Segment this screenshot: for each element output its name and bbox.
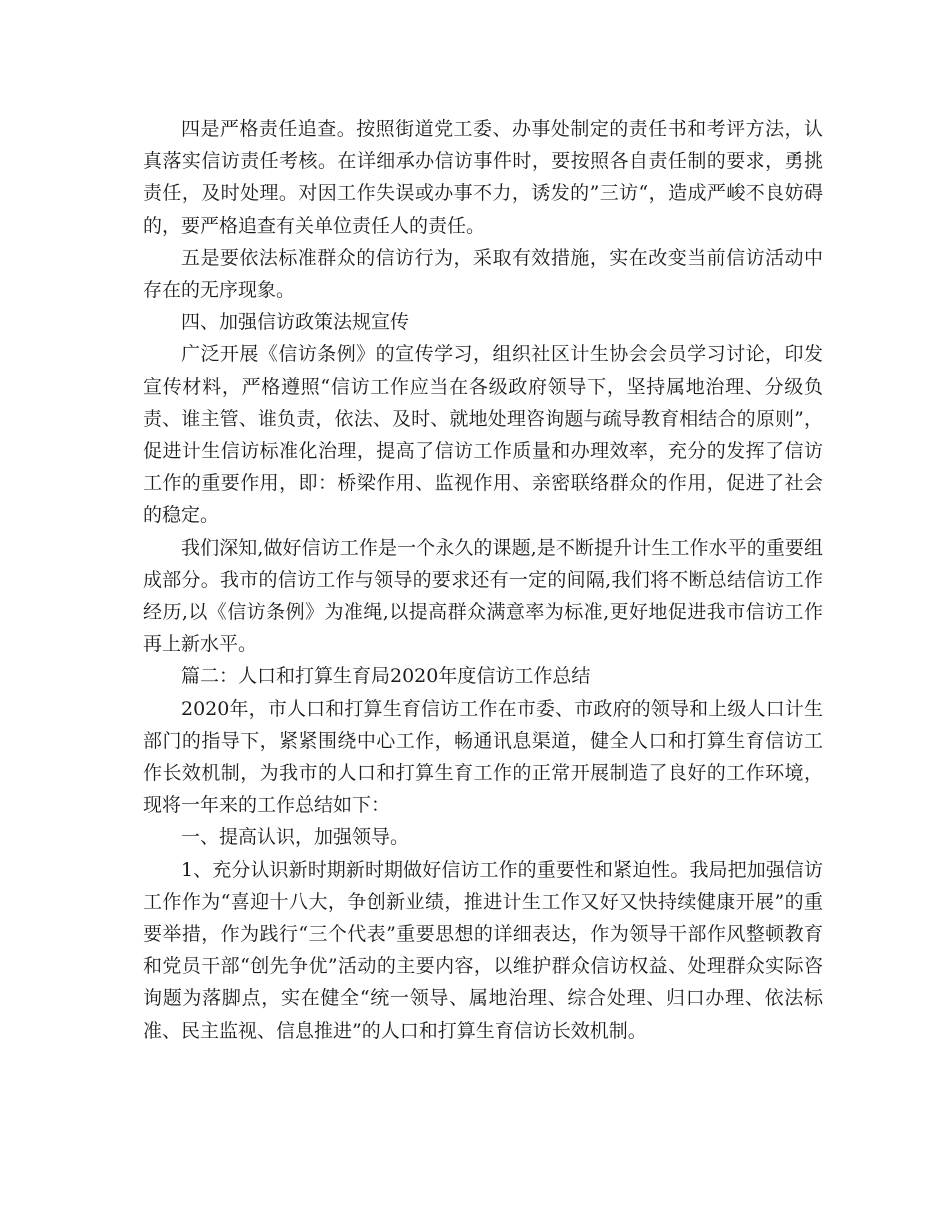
section-heading-leadership: 一、提高认识，加强领导。: [181, 826, 410, 849]
paragraph-standardize-petitions: 五是要依法标准群众的信访行为，采取有效措施，实在改变当前信访活动中存在的无序现象。: [143, 246, 823, 302]
paragraph-accountability: 四是严格责任追查。按照街道党工委、办事处制定的责任书和考评方法，认真落实信访责任考核。在详细承办信访事件时，要按照各自责任制的要求，勇挑责任，及时处理。对因工作失误或办事不力，诱发的”三访“，造成严峻不良妨碍的，要严格追查有关单位责任人的责任。: [143, 118, 823, 237]
paragraph-conclusion: 我们深知,做好信访工作是一个永久的课题,是不断提升计生工作水平的重要组成部分。我市的信访工作与领导的要求还有一定的间隔,我们将不断总结信访工作经历,以《信访条例》为准绳,以提高群众满意率为标准,更好地促进我市信访工作再上新水平。: [143, 536, 823, 656]
paragraph-overview-2020: 2020年，市人口和打算生育信访工作在市委、市政府的领导和上级人口计生部门的指导下，紧紧围绕中心工作，畅通讯息渠道，健全人口和打算生育信访工作长效机制，为我市的人口和打算生育工作的正常开展制造了良好的工作环境，现将一年来的工作总结如下：: [143, 697, 823, 817]
section-heading-publicity: 四、加强信访政策法规宣传: [181, 311, 410, 334]
paragraph-item-one: 1、充分认识新时期新时期做好信访工作的重要性和紧迫性。我局把加强信访工作作为“喜迎十八大，争创新业绩，推进计生工作又好又快持续健康开展”的重要举措，作为践行“三个代表”重要思想的详细表达，作为领导干部作风整顿教育和党员干部“创先争优”活动的主要内容，以维护群众信访权益、处理群众实际咨询题为落脚点，实在健全“统一领导、属地治理、综合处理、归口办理、依法标准、民主监视、信息推进”的人口和打算生育信访长效机制。: [143, 858, 823, 1042]
paragraph-publicity: 广泛开展《信访条例》的宣传学习，组织社区计生协会会员学习讨论，印发宣传材料，严格遵照“信访工作应当在各级政府领导下，坚持属地治理、分级负责、谁主管、谁负责，依法、及时、就地处理咨询题与疏导教育相结合的原则”，促进计生信访标准化治理，提高了信访工作质量和办理效率，充分的发挥了信访工作的重要作用，即：桥梁作用、监视作用、亲密联络群众的作用，促进了社会的稳定。: [143, 343, 823, 527]
article-title-part-two: 篇二：人口和打算生育局2020年度信访工作总结: [181, 665, 591, 688]
document-body: [143, 113, 823, 1047]
